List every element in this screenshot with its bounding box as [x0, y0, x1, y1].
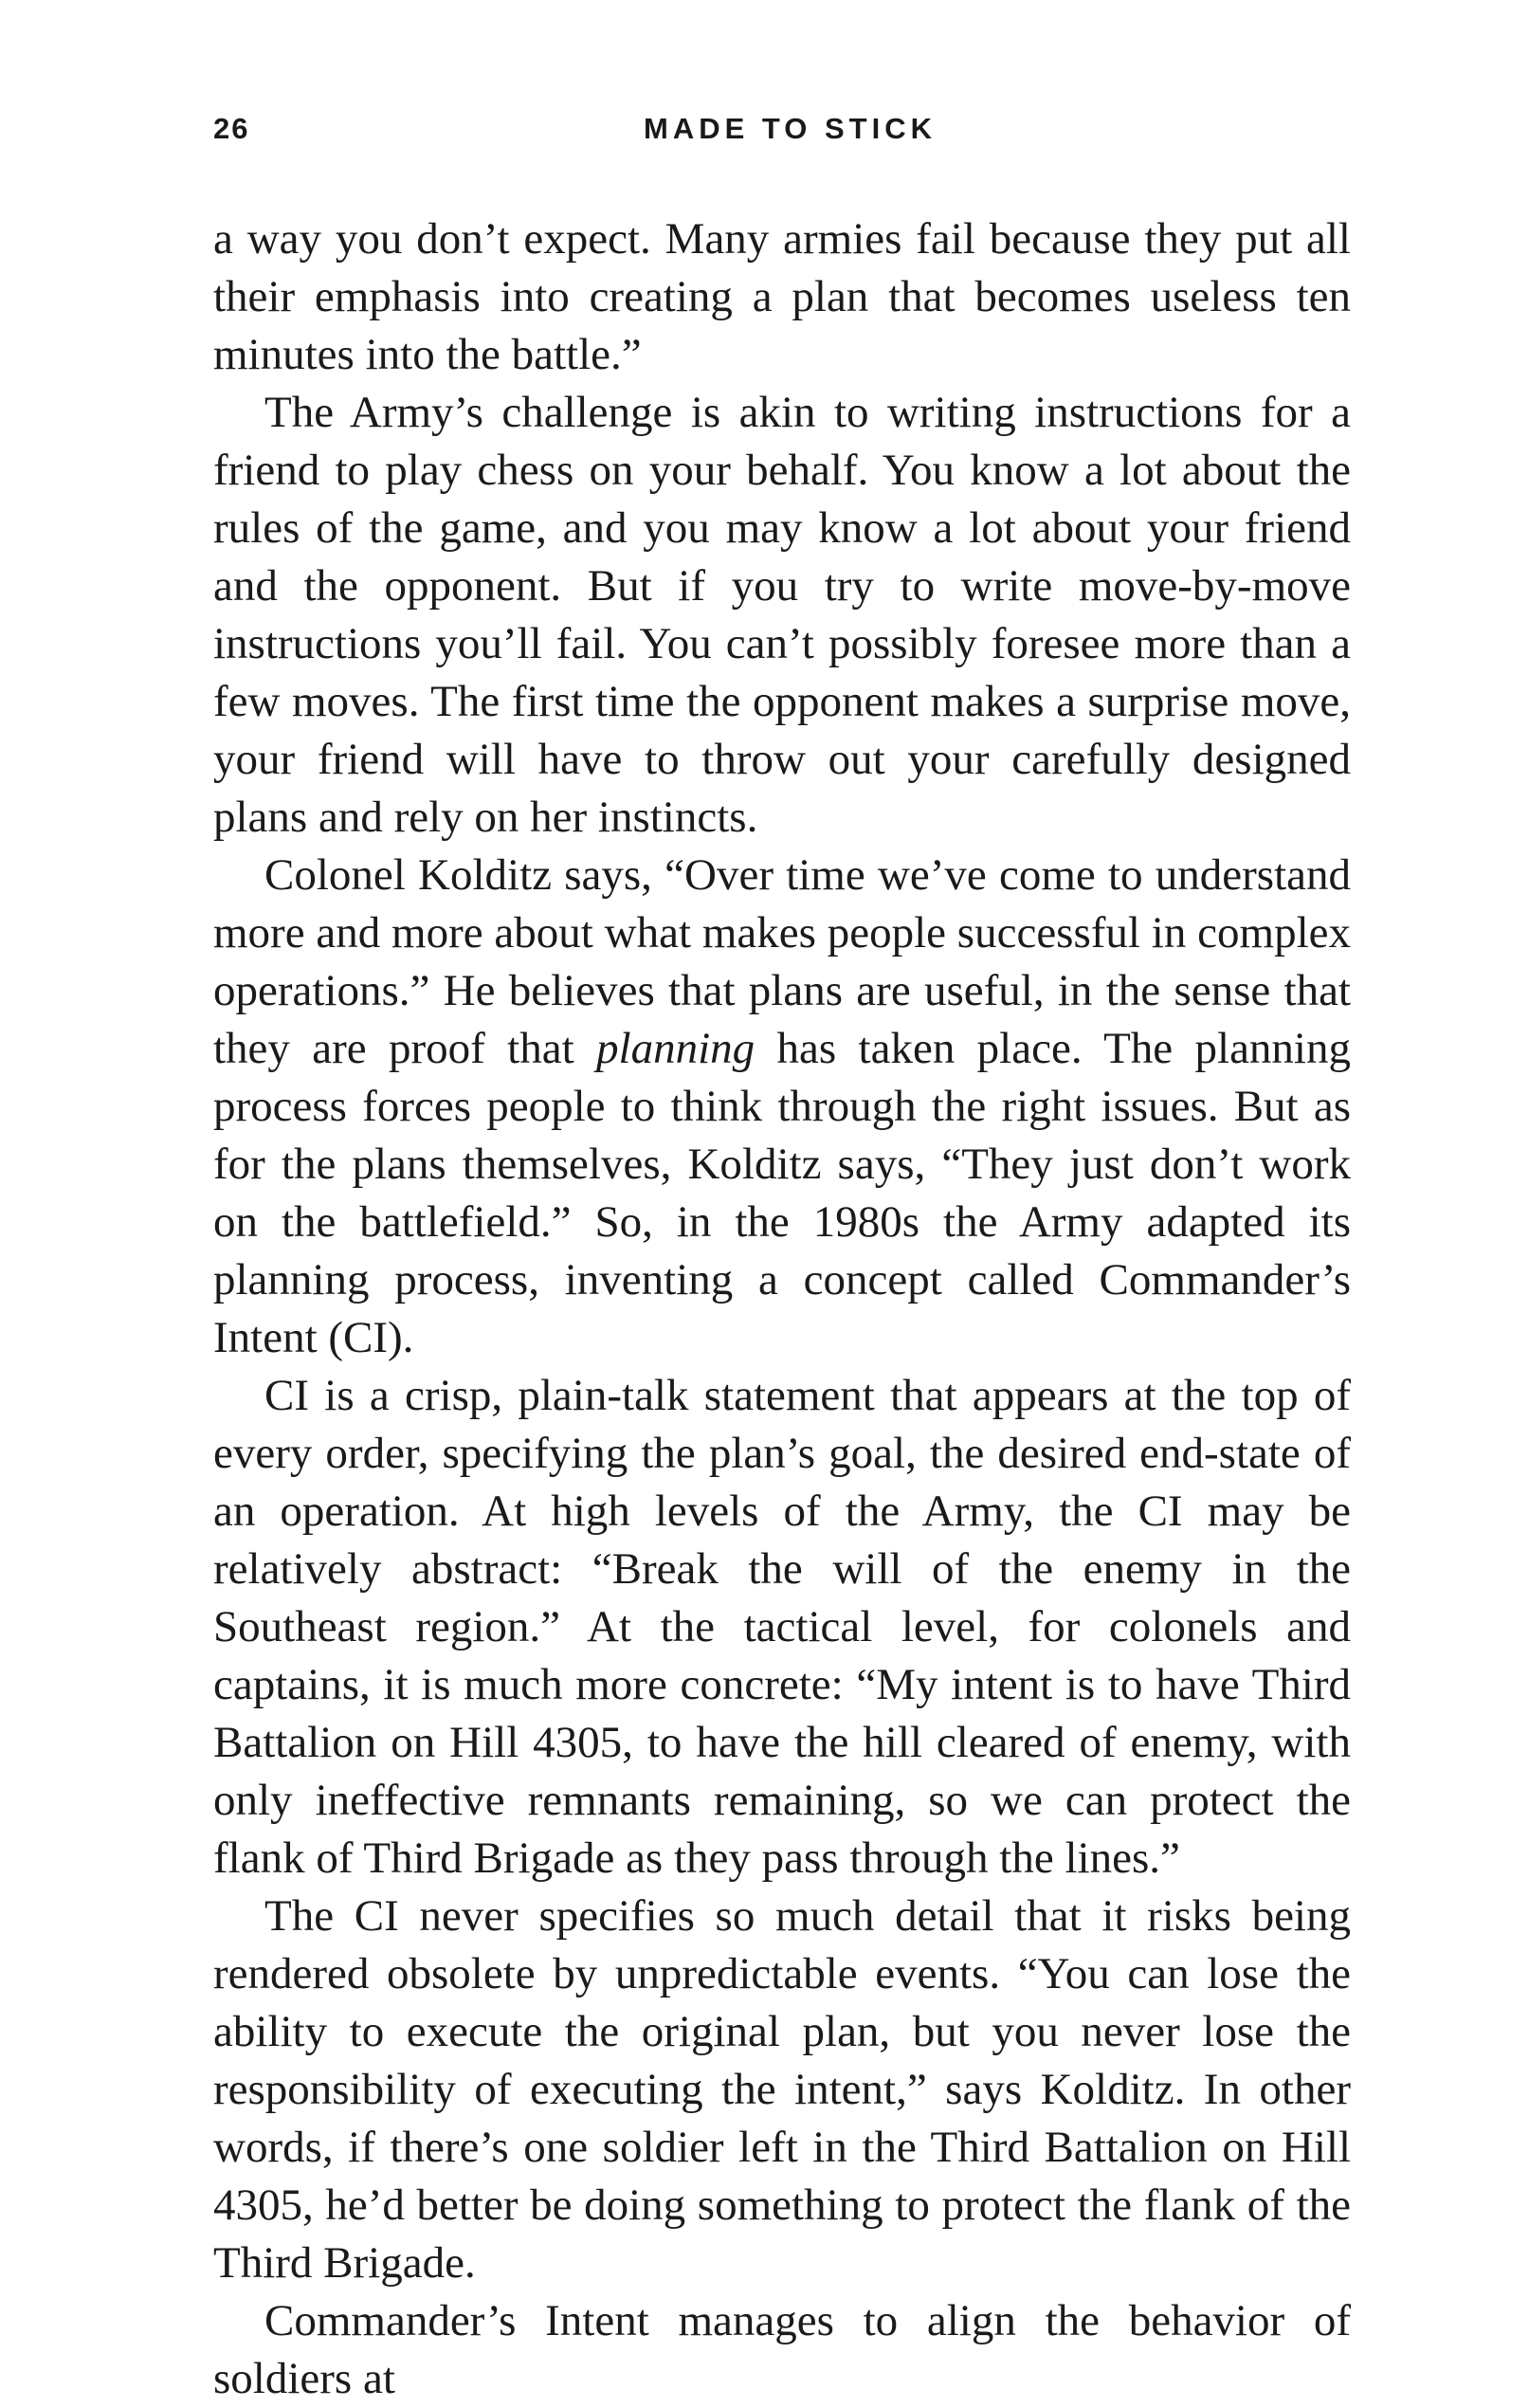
body-text: [213, 210, 1351, 2408]
paragraph: Commander’s Intent manages to align the behavior of soldiers at: [213, 2296, 1351, 2403]
emphasized-word: planning: [596, 1024, 755, 1073]
paragraph-text: has taken place. The planning process forces people to think through the right issues. But as for the plans themselves, Kolditz says, “They just don’t work on the battlefield.” So, in the 1980s the Army adapted its planning process, inventing a concept called Commander’s Intent (CI).: [213, 1024, 1351, 1362]
paragraph: The Army’s challenge is akin to writing instructions for a friend to play chess on your behalf. You know a lot about the rules of the game, and you may know a lot about your friend and the opponent. But if you try to write move-by-move instructions you’ll fail. You can’t possibly foresee more than a few moves. The first time the opponent makes a surprise move, your friend will have to throw out your carefully designed plans and rely on her instincts.: [213, 388, 1351, 842]
paragraph: The CI never specifies so much detail that it risks being rendered obsolete by unpredictable events. “You can lose the ability to execute the original plan, but you never lose the responsibility of executing the intent,” says Kolditz. In other words, if there’s one soldier left in the Third Battalion on Hill 4305, he’d better be doing something to protect the flank of the Third Brigade.: [213, 1891, 1351, 2288]
paragraph: CI is a crisp, plain-talk statement that appears at the top of every order, specifying the plan’s goal, the desired end-state of an operation. At high levels of the Army, the CI may be relatively abstract: “Break the will of the enemy in the Southeast region.” At the tactical level, for colonels and captains, it is much more concrete: “My intent is to have Third Battalion on Hill 4305, to have the hill cleared of enemy, with only ineffective remnants remaining, so we can protect the flank of Third Brigade as they pass through the lines.”: [213, 1371, 1351, 1883]
page-number: 26: [213, 112, 250, 145]
paragraph-text: Colonel Kolditz says, “Over time we’ve come to understand more and more about what makes people successful in complex operations.” He believes that plans are useful, in the sense that they are proof that: [213, 850, 1351, 1073]
paragraph: a way you don’t expect. Many armies fail because they put all their emphasis into creating a plan that becomes useless ten minutes into the battle.”: [213, 214, 1351, 379]
book-title: MADE TO STICK: [644, 112, 937, 145]
running-head: [213, 112, 1351, 159]
paragraph: [213, 847, 1351, 1367]
